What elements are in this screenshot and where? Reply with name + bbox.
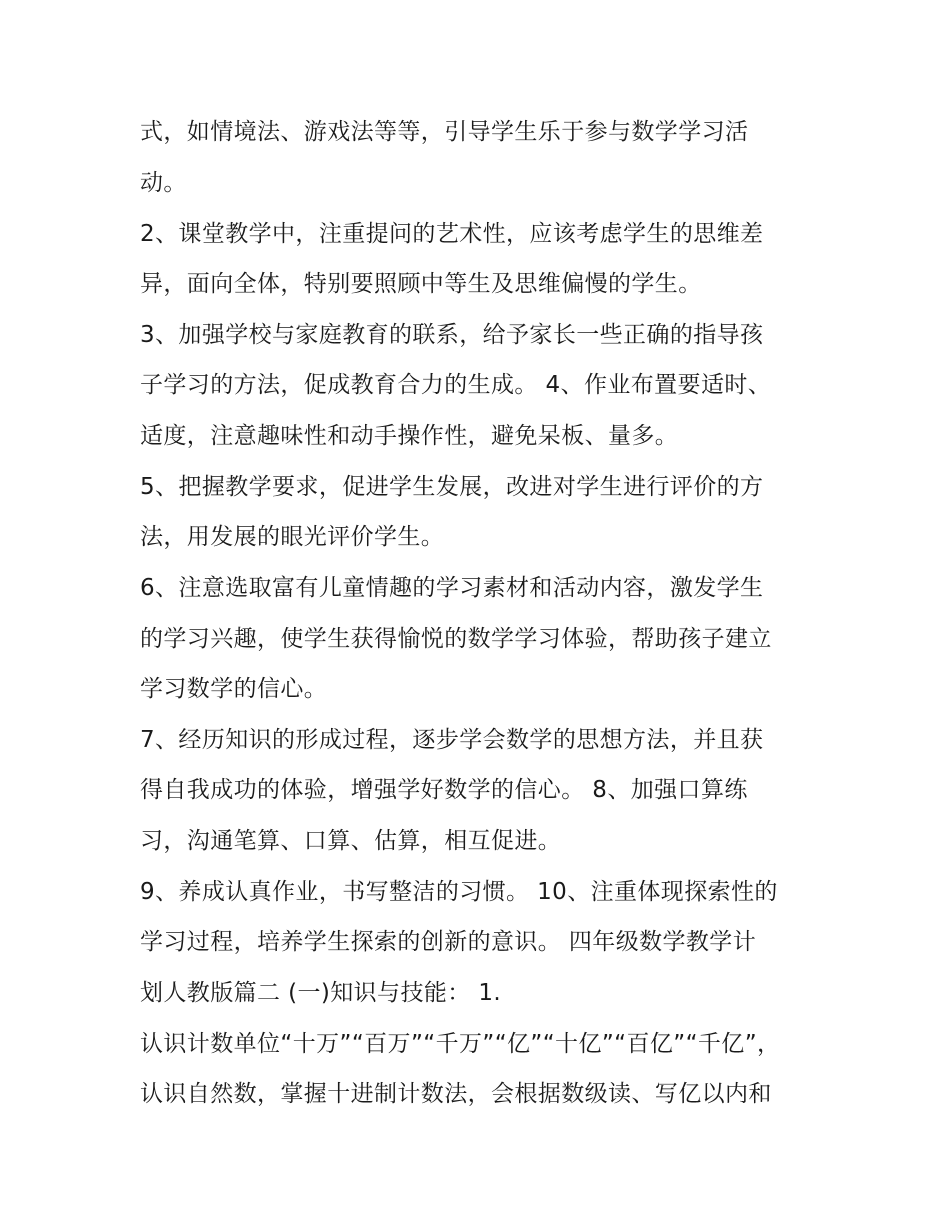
text-line: 认识自然数，掌握十进制计数法，会根据数级读、写亿以内和: [140, 1081, 772, 1107]
text-line: 9、养成认真作业，书写整洁的习惯。 10、注重体现探索性的: [140, 879, 778, 905]
text-line: 习，沟通笔算、口算、估算，相互促进。: [140, 828, 562, 854]
text-line: 式，如情境法、游戏法等等，引导学生乐于参与数学学习活: [140, 119, 749, 145]
text-line: 的学习兴趣，使学生获得愉悦的数学学习体验，帮助孩子建立: [140, 626, 772, 652]
text-line: 2、课堂教学中，注重提问的艺术性，应该考虑学生的思维差: [140, 221, 764, 247]
text-line: 认识计数单位“十万”“百万”“千万”“亿”“十亿”“百亿”“千亿”，: [140, 1031, 781, 1057]
text-line: 法，用发展的眼光评价学生。: [140, 524, 445, 550]
text-line: 异，面向全体，特别要照顾中等生及思维偏慢的学生。: [140, 271, 702, 297]
text-line: 5、把握教学要求，促进学生发展，改进对学生进行评价的方: [140, 474, 764, 500]
text-line: 划人教版篇二 (一)知识与技能： 1.: [140, 980, 502, 1006]
text-line: 学习数学的信心。: [140, 676, 328, 702]
text-line: 学习过程，培养学生探索的创新的意识。 四年级数学教学计: [140, 929, 757, 955]
text-line: 子学习的方法，促成教育合力的生成。 4、作业布置要适时、: [140, 372, 772, 398]
text-line: 6、注意选取富有儿童情趣的学习素材和活动内容，激发学生: [140, 575, 764, 601]
text-line: 得自我成功的体验，增强学好数学的信心。 8、加强口算练: [140, 777, 748, 803]
text-line: 7、经历知识的形成过程，逐步学会数学的思想方法，并且获: [140, 727, 764, 753]
text-line: 3、加强学校与家庭教育的联系，给予家长一些正确的指导孩: [140, 322, 764, 348]
text-line: 适度，注意趣味性和动手操作性，避免呆板、量多。: [140, 423, 679, 449]
text-line: 动。: [140, 170, 187, 196]
